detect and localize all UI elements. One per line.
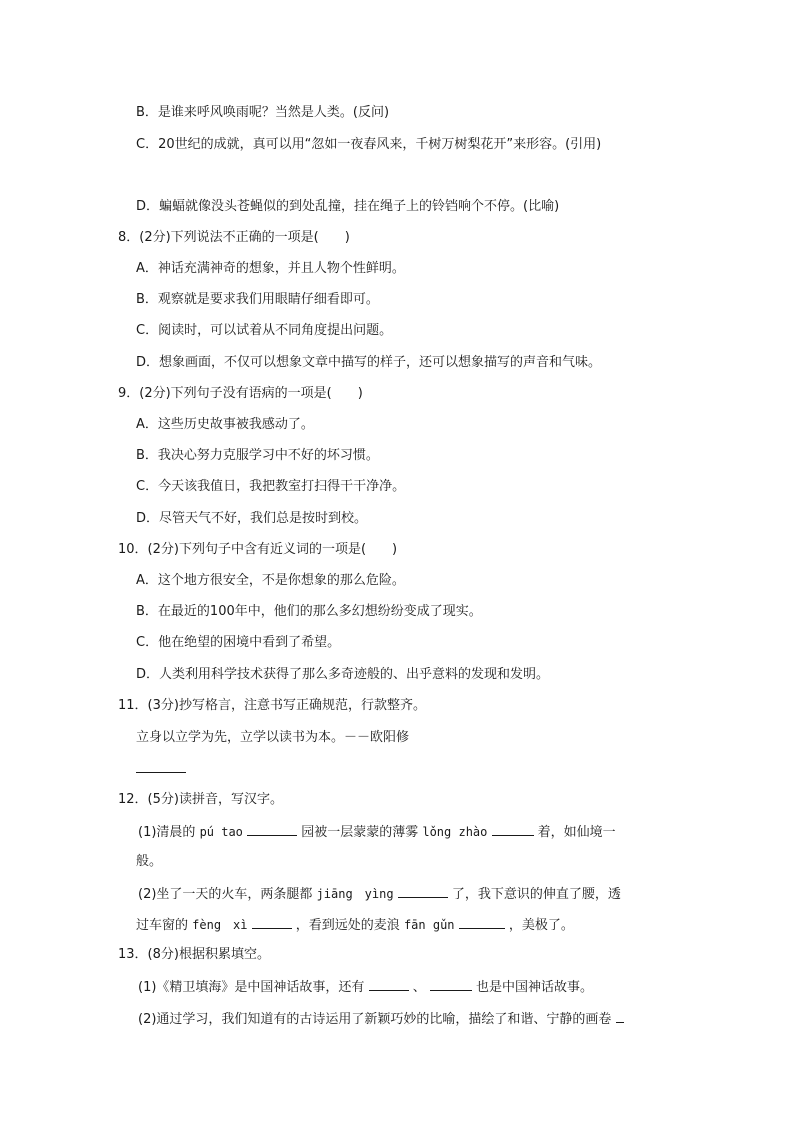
q13-line-2: (2)通过学习，我们知道有的古诗运用了新颖巧妙的比喻，描绘了和谐、宁静的画卷: [138, 1008, 624, 1028]
pinyin-fangun: fān gǔn: [403, 918, 455, 932]
q9-option-b: B．我决心努力克服学习中不好的坏习惯。: [136, 448, 379, 463]
pinyin-fengxi: fèng xì: [192, 918, 248, 932]
q11-stem: 11．(3分)抄写格言，注意书写正确规范，行款整齐。: [118, 698, 426, 713]
blank-putao[interactable]: [247, 821, 297, 836]
q12-stem: 12．(5分)读拼音，写汉字。: [118, 792, 283, 807]
blank-fangun[interactable]: [459, 914, 505, 929]
blank-myth-2[interactable]: [430, 976, 472, 991]
blank-longzhao[interactable]: [492, 821, 534, 836]
blank-myth-1[interactable]: [369, 976, 409, 991]
q9-option-d: D．尽管天气不好，我们总是按时到校。: [136, 511, 368, 526]
q8-stem: 8．(2分)下列说法不正确的一项是( ): [118, 230, 350, 245]
blank-jiangying[interactable]: [398, 883, 448, 898]
q13-line-1: (1)《精卫填海》是中国神话故事，还有 、 也是中国神话故事。: [138, 976, 593, 996]
q13-stem: 13．(8分)根据积累填空。: [118, 947, 270, 962]
q8-option-d: D．想象画面，不仅可以想象文章中描写的样子，还可以想象描写的声音和气味。: [136, 355, 602, 370]
q9-option-c: C．今天该我值日，我把教室打扫得干干净净。: [136, 479, 406, 494]
q10-option-c: C．他在绝望的困境中看到了希望。: [136, 635, 341, 650]
q10-option-a: A．这个地方很安全，不是你想象的那么危险。: [136, 573, 405, 588]
q7-option-b: B．是谁来呼风唤雨呢？当然是人类。(反问): [136, 105, 390, 120]
q7-option-d: D．蝙蝠就像没头苍蝇似的到处乱撞，挂在绳子上的铃铛响个不停。(比喻): [136, 199, 560, 214]
q10-option-d: D．人类利用科学技术获得了那么多奇迹般的、出乎意料的发现和发明。: [136, 667, 550, 682]
q8-option-a: A．神话充满神奇的想象，并且人物个性鲜明。: [136, 261, 405, 276]
q8-option-b: B．观察就是要求我们用眼睛仔细看即可。: [136, 292, 379, 307]
pinyin-jiangying: jiāng yìng: [316, 887, 394, 901]
pinyin-putao: pú tao: [199, 825, 243, 839]
q12-line-2-cont: 过车窗的 fèng xì ，看到远处的麦浪 fān gǔn ，美极了。: [136, 914, 574, 934]
q12-line-1: (1)清晨的 pú tao 园被一层蒙蒙的薄雾 lǒng zhào 着，如仙境一: [138, 821, 616, 841]
q11-answer-blank[interactable]: [136, 758, 186, 778]
q7-option-c: C．20世纪的成就，真可以用“忽如一夜春风来，千树万树梨花开”来形容。(引用): [136, 137, 602, 152]
q12-line-2: (2)坐了一天的火车，两条腿都 jiāng yìng 了，我下意识的伸直了腰，透: [138, 883, 621, 903]
q10-option-b: B．在最近的100年中，他们的那么多幻想纷纷变成了现实。: [136, 604, 482, 619]
blank-fengxi[interactable]: [252, 914, 292, 929]
q9-option-a: A．这些历史故事被我感动了。: [136, 417, 314, 432]
blank-poem[interactable]: [616, 1008, 624, 1023]
q8-option-c: C．阅读时，可以试着从不同角度提出问题。: [136, 323, 393, 338]
q12-line-1-cont: 般。: [136, 854, 163, 869]
pinyin-longzhao: lǒng zhào: [422, 825, 488, 839]
q9-stem: 9．(2分)下列句子没有语病的一项是( ): [118, 386, 363, 401]
q11-quote: 立身以立学为先，立学以读书为本。－－欧阳修: [136, 730, 410, 745]
q10-stem: 10．(2分)下列句子中含有近义词的一项是( ): [118, 542, 398, 557]
